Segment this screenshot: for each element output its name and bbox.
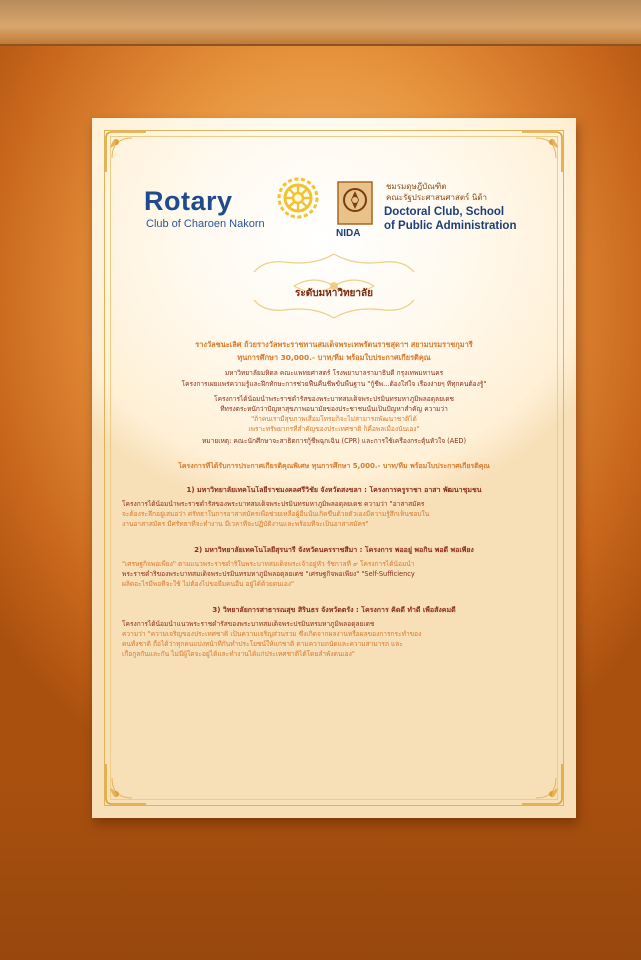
award-quote-1: "ถ้าคนเรามีสุขภาพเสื่อมโทรมก็จะไม่สามารถพัฒนาชาติได้ — [251, 415, 417, 423]
nida-emblem-icon — [336, 180, 374, 230]
award-title: รางวัลชนะเลิศ ถ้วยรางวัลพระราชทานสมเด็จพระเทพรัตนราชสุดาฯ สยามบรมราชกุมารี — [195, 340, 473, 349]
award-desc-1: โครงการได้น้อมนำพระราชดำรัสของพระบาทสมเด็จพระปรมินทรมหาภูมิพลอดุลยเดช — [214, 395, 454, 403]
rotary-wheel-icon — [274, 174, 322, 222]
ornament-corner-icon — [520, 762, 566, 808]
entry-line: เกื้อกูลกันและกัน ไม่มีผู้ใดจะอยู่ได้และทำงานได้แก่ประเทศชาติได้โดยลำพังตนเอง" — [122, 650, 355, 658]
rotary-name: Rotary — [144, 186, 233, 216]
nida-english-name-2: of Public Administration — [384, 220, 517, 232]
entry-title: 1) มหาวิทยาลัยเทคโนโลยีราชมงคลศรีวิชัย จังหวัดสงขลา : โครงการครูราชา อาสา พัฒนาชุมชน — [186, 486, 482, 494]
ornament-corner-icon — [102, 762, 148, 808]
entry-line: จะต้องระลึกอยู่เสมอว่า ศรัทธาในการอาสาสมัครเพื่อช่วยเหลือผู้อื่นนั้นเกิดขึ้นด้วยตัวเองมีความรู้สึกเห็นชอบใน — [122, 510, 430, 518]
entry-title: 3) วิทยาลัยการสาธารณสุข สิรินธร จังหวัดตรัง : โครงการ คิดดี ทำดี เพื่อสังคมดี — [212, 606, 456, 614]
entry-line: งานอาสาสมัคร มีศรัทธาที่จะทำงาน มีเวลาที่จะปฏิบัติงานและพร้อมที่จะเป็นอาสาสมัคร" — [122, 520, 369, 528]
nida-thai-name-1: ชมรมดุษฎีบัณฑิต — [386, 182, 447, 191]
award-quote-2: เพราะทรัพยากรที่สำคัญของประเทศชาติ ก็คือพลเมืองนั่นเอง" — [248, 425, 420, 433]
entry-line: โครงการได้น้อมนำพระราชดำรัสของพระบาทสมเด็จพระปรมินทรมหาภูมิพลอดุลยเดช ความว่า "อาสาสมัคร — [122, 500, 425, 508]
nida-logo — [336, 178, 576, 238]
award-project: โครงการเผยแพร่ความรู้และฝึกทักษะการช่วยฟื้นคืนชีพขั้นพื้นฐาน "กู้ชีพ...ต้องใส่ใจ เรื่องง่ายๆ ที่ทุกคนต้องรู้" — [181, 380, 487, 388]
plaque-board — [92, 118, 576, 818]
rotary-club-name: Club of Charoen Nakorn — [146, 218, 265, 230]
section-heading: ระดับมหาวิทยาลัย — [294, 288, 374, 299]
entry-line: "เศรษฐกิจพอเพียง" ตามแนวพระราชดำริในพระบาทสมเด็จพระเจ้าอยู่หัว รัชกาลที่ ๙ โครงการได้น้อมนำ — [122, 560, 415, 568]
ceiling — [0, 0, 641, 46]
entry-title: 2) มหาวิทยาลัยเทคโนโลยีสุรนารี จังหวัดนครราชสีมา : โครงการ พออยู่ พอกิน พอดี พอเพียง — [194, 546, 474, 554]
award-winner: มหาวิทยาลัยมหิดล คณะแพทยศาสตร์ โรงพยาบาลรามาธิบดี กรุงเทพมหานคร — [224, 369, 444, 377]
entry-line: ผลิตอะไรมีพอที่จะใช้ ไม่ต้องไปขอยืมคนอื่น อยู่ได้ด้วยตนเอง" — [122, 580, 295, 588]
award-note: หมายเหตุ: คณะนักศึกษาจะสาธิตการกู้ชีพฉุกเฉิน (CPR) และการใช้เครื่องกระตุ้นหัวใจ (AED) — [201, 437, 467, 445]
award-prize: ทุนการศึกษา 30,000.- บาท/ทีม พร้อมใบประกาศเกียรติคุณ — [237, 353, 431, 362]
nida-thai-name-2: คณะรัฐประศาสนศาสตร์ นิด้า — [386, 193, 488, 202]
entry-line: พระราชดำริของพระบาทสมเด็จพระปรมินทรมหาภูมิพลอดุลยเดช "เศรษฐกิจพอเพียง" "Self-Sufficiency — [122, 570, 415, 578]
nida-abbreviation: NIDA — [336, 228, 361, 239]
special-heading: โครงการที่ได้รับการประกาศเกียรติคุณพิเศษ ทุนการศึกษา 5,000.- บาท/ทีม พร้อมใบประกาศเกียรติคุณ — [178, 462, 490, 470]
ornament-corner-icon — [102, 128, 148, 174]
nida-english-name-1: Doctoral Club, School — [384, 206, 505, 218]
entry-line: ความว่า "ความเจริญของประเทศชาติ เป็นความเจริญส่วนรวม ซึ่งเกิดจากผลงานหรือผลของการกระทำของ — [122, 630, 422, 638]
ornament-corner-icon — [520, 128, 566, 174]
entry-line: โครงการได้น้อมนำแนวพระราชดำรัสของพระบาทสมเด็จพระปรมินทรมหาภูมิพลอดุลยเดช — [122, 620, 375, 628]
entry-line: คนทั้งชาติ ถือได้ว่าทุกคนแบ่งหน้าที่กันทำประโยชน์ให้แก่ชาติ ตามความถนัดและความสามารถ และ — [122, 640, 403, 648]
award-desc-2: ที่ทรงตระหนักว่าปัญหาสุขภาพอนามัยของประชาชนนั้นเป็นปัญหาสำคัญ ความว่า — [220, 405, 448, 413]
